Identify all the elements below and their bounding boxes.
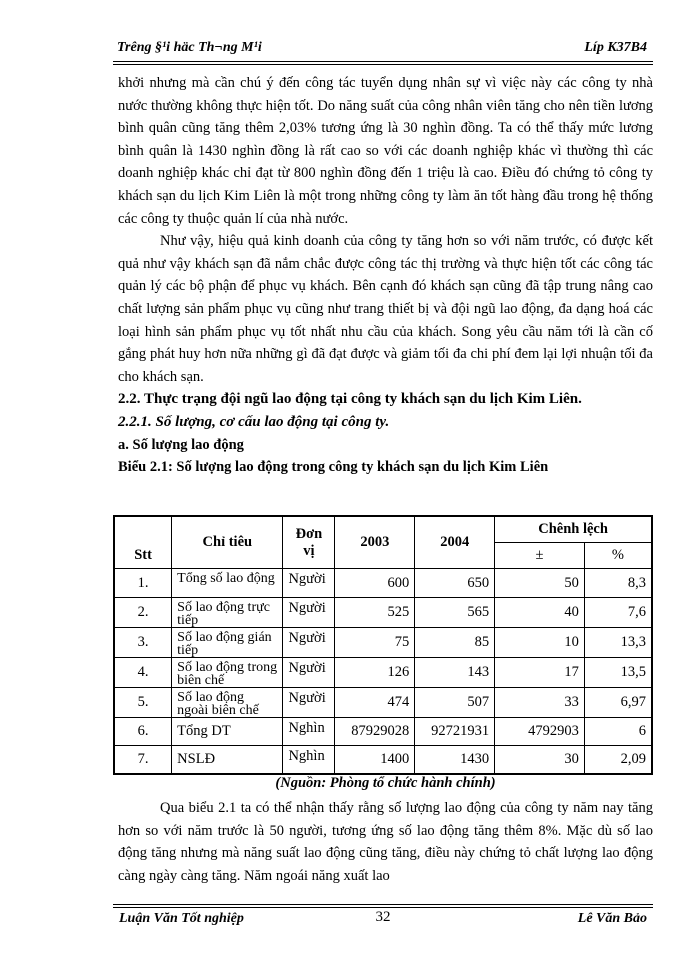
row-2004: 565 — [415, 598, 495, 628]
row-2004: 650 — [415, 569, 495, 598]
row-2003: 75 — [335, 628, 415, 658]
page-header — [113, 38, 653, 60]
row-stt: 7. — [114, 746, 172, 775]
row-diff: 50 — [495, 569, 585, 598]
table-row — [114, 658, 652, 688]
row-2003: 474 — [335, 688, 415, 718]
page-footer — [113, 909, 653, 931]
table-source: (Nguồn: Phòng tổ chức hành chính) — [275, 775, 496, 791]
row-label: Số lao động trong biên chế — [172, 658, 283, 688]
row-2004: 143 — [415, 658, 495, 688]
header-class: Líp K37B4 — [584, 40, 647, 55]
body-text-continued — [118, 797, 653, 887]
header-plus-minus: ± — [495, 543, 585, 569]
table-row — [114, 718, 652, 746]
paragraph: Qua biểu 2.1 ta có thể nhận thấy rằng số lượng lao động của công ty năm nay tăng hơn so với năm trước là 50 người, tương ứng số lao động tăng thêm 8%. Mặc dù số lao động tăng nhưng mà năng suất lao động cũng tăng, điều này chứng tỏ chất lượng lao động càng ngày càng tăng. Năm ngoái năng xuất lao — [118, 800, 653, 884]
header-chi-tieu: Chỉ tiêu — [172, 516, 283, 569]
row-stt: 6. — [114, 718, 172, 746]
header-percent: % — [584, 543, 652, 569]
table-row — [114, 569, 652, 598]
row-2003: 525 — [335, 598, 415, 628]
footer-thesis: Luận Văn Tốt nghiệp — [119, 911, 244, 926]
row-pct: 2,09 — [584, 746, 652, 775]
row-pct: 6,97 — [584, 688, 652, 718]
row-unit: Nghìn — [283, 718, 335, 746]
header-rule — [113, 61, 653, 62]
row-2003: 87929028 — [335, 718, 415, 746]
subsection-heading: 2.2.1. Số lượng, cơ cấu lao động tại công ty. — [118, 413, 390, 430]
row-2004: 92721931 — [415, 718, 495, 746]
table-row — [114, 628, 652, 658]
row-label: Số lao động ngoài biên chế — [172, 688, 283, 718]
row-pct: 13,5 — [584, 658, 652, 688]
table-caption: Biểu 2.1: Số lượng lao động trong công ty khách sạn du lịch Kim Liên — [118, 459, 549, 476]
row-stt: 1. — [114, 569, 172, 598]
paragraph: Như vậy, hiệu quả kinh doanh của công ty tăng hơn so với năm trước, có được kết quả như vậy khách sạn đã nắm chắc được công tác thị trường và thực hiện tốt các công tác quản lý các bộ phận để phục vụ khách. Bên cạnh đó khách sạn cũng đã tập trung nâng cao chất lượng sản phẩm phục vụ cũng như trang thiết bị và đội ngũ lao động, đa dạng hoá các loại hình sản phẩm phục vụ tốt nhất nhu cầu của khách. Song yêu cầu năm tới là cần cố gắng phát huy hơn nữa những gì đã đạt được và giảm tối đa chi phí đem lại lợi nhuận tối đa cho khách sạn. — [118, 233, 653, 385]
footer-rule — [113, 907, 653, 908]
row-diff: 10 — [495, 628, 585, 658]
table-row — [114, 598, 652, 628]
row-2004: 85 — [415, 628, 495, 658]
header-2003: 2003 — [335, 516, 415, 569]
header-chenh-lech: Chênh lệch — [495, 516, 652, 543]
footer-author: Lê Văn Bảo — [577, 911, 647, 926]
row-2003: 600 — [335, 569, 415, 598]
row-stt: 4. — [114, 658, 172, 688]
header-rule-thin — [113, 64, 653, 65]
row-2003: 1400 — [335, 746, 415, 775]
row-label: NSLĐ — [172, 746, 283, 775]
row-pct: 6 — [584, 718, 652, 746]
row-pct: 7,6 — [584, 598, 652, 628]
table-row — [114, 688, 652, 718]
row-label: Tổng DT — [172, 718, 283, 746]
row-stt: 3. — [114, 628, 172, 658]
header-don-vi: Đơn vị — [283, 516, 335, 569]
row-stt: 5. — [114, 688, 172, 718]
row-2003: 126 — [335, 658, 415, 688]
row-diff: 40 — [495, 598, 585, 628]
header-2004: 2004 — [415, 516, 495, 569]
footer-rule-thin — [113, 904, 653, 905]
page-number: 32 — [375, 909, 391, 925]
row-unit: Nghìn — [283, 746, 335, 775]
row-pct: 8,3 — [584, 569, 652, 598]
labor-table — [113, 515, 653, 775]
header-school: Trêng §¹i häc Th¬ng M¹i — [117, 40, 262, 55]
row-unit: Người — [283, 688, 335, 718]
body-text — [118, 72, 653, 479]
row-2004: 1430 — [415, 746, 495, 775]
paragraph: khởi nhưng mà cần chú ý đến công tác tuyển dụng nhân sự vì việc này các công ty nhà nước thường không thực hiện tốt. Do năng suất của công nhân viên tăng cho nên tiền lương bình quân cũng tăng thêm 2,03% tương ứng là 30 nghìn đồng. Ta có thể thấy mức lương bình quân là 1430 nghìn đồng là rất cao so với các doanh nghiệp khác vì thường thì các doanh nghiệp khác chỉ đạt từ 800 nghìn đồng đến 1 triệu là cao. Điều đó chứng tỏ công ty khách sạn du lịch Kim Liên là một trong những công ty làm ăn tốt hàng đầu trong hệ thống các công ty thuộc quản lí của nhà nước. — [118, 75, 653, 227]
row-label: Số lao động gián tiếp — [172, 628, 283, 658]
section-heading: 2.2. Thực trạng đội ngũ lao động tại công ty khách sạn du lịch Kim Liên. — [118, 391, 582, 408]
table-row — [114, 746, 652, 775]
row-label: Số lao động trực tiếp — [172, 598, 283, 628]
row-unit: Người — [283, 658, 335, 688]
row-diff: 33 — [495, 688, 585, 718]
row-2004: 507 — [415, 688, 495, 718]
sub-subsection-heading: a. Số lượng lao động — [118, 436, 244, 453]
row-diff: 4792903 — [495, 718, 585, 746]
row-diff: 30 — [495, 746, 585, 775]
row-pct: 13,3 — [584, 628, 652, 658]
row-unit: Người — [283, 598, 335, 628]
header-stt: Stt — [114, 516, 172, 569]
row-stt: 2. — [114, 598, 172, 628]
row-unit: Người — [283, 628, 335, 658]
row-unit: Người — [283, 569, 335, 598]
row-label: Tổng số lao động — [172, 569, 283, 598]
row-diff: 17 — [495, 658, 585, 688]
